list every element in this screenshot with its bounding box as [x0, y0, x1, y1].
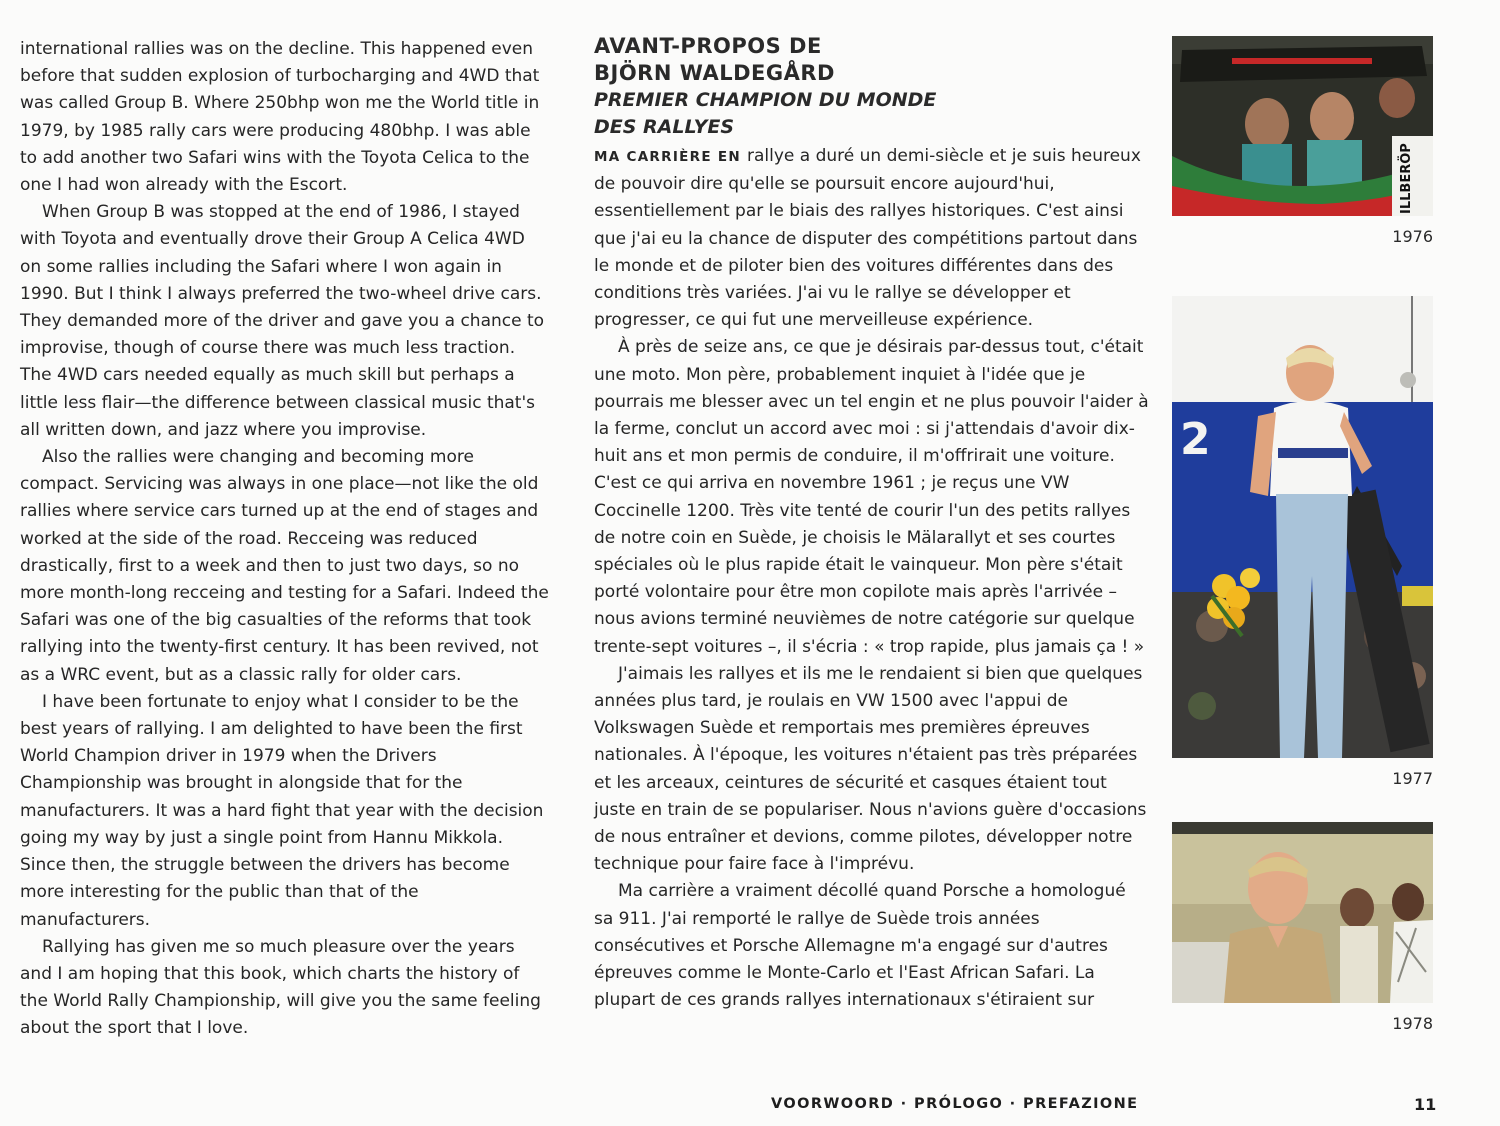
subheading-line-2: DES RALLYES [594, 116, 735, 138]
running-footer: VOORWOORD · PRÓLOGO · PREFAZIONE [771, 1096, 1139, 1112]
photo-caption-1978: 1978 [1392, 1014, 1433, 1033]
paragraph: À près de seize ans, ce que je désirais par-dessus tout, c'était une moto. Mon père, probablement inquiet à l'idée que je pourrais me blesser avec un tel engin et ne plus pouvoir l'aider à la ferme, conclut un accord avec moi : si j'attendais d'avoir dix-huit ans et mon permis de conduire, il m'offrirait une voiture. C'est ce qui arriva en novembre 1961 ; je reçus une VW Coccinelle 1200. Très vite tenté de courir l'un des petits rallyes de notre coin en Suède, je choisis le Mälarallyt et ses courtes spéciales où le plus rapide était le vainqueur. Mon père s'était porté volontaire pour être mon copilote mais après l'arrivée – nous avions terminé neuvièmes de notre catégorie sur quelque trente-sept voitures –, il s'écria : « trop rapide, plus jamais ça ! » [594, 337, 1149, 657]
paragraph: I have been fortunate to enjoy what I consider to be the best years of rallying. I am delighted to have been the first World Champion driver in 1979 when the Drivers Championship was brought in alongside that for the manufacturers. It was a hard fight that year with the decision going my way by just a single point from Hannu Mikkola. Since then, the struggle between the drivers has become more interesting for the public than that of the manufacturers. [20, 691, 544, 930]
heading-line-1: AVANT-PROPOS DE [594, 34, 822, 58]
lead-text: rallye a duré un demi-siècle et je suis heureux de pouvoir dire qu'elle se poursuit encore aujourd'hui, essentiellement par le biais des rallyes historiques. C'est ainsi que j'ai eu la chance de disputer des compétitions partout dans le monde et de piloter bien des voitures différentes dans des conditions très variées. J'ai vu le rallye se développer et progresser, ce qui fut une merveilleuse expérience. [594, 146, 1141, 331]
paragraph: international rallies was on the decline. This happened even before that sudden explosion of turbocharging and 4WD that was called Group B. Where 250bhp won me the World title in 1979, by 1985 rally cars were producing 480bhp. I was able to add another two Safari wins with the Toyota Celica to the one I had won already with the Escort. [20, 39, 540, 196]
car-sticker-text: ILLBERÖP [1399, 143, 1414, 214]
section-heading [594, 33, 1149, 87]
paragraph: Ma carrière a vraiment décollé quand Porsche a homologué sa 911. J'ai remporté le rallye de Suède trois années consécutives et Porsche Allemagne m'a engagé sur d'autres épreuves comme le Monte-Carlo et l'East African Safari. La plupart de ces grands rallyes internationaux s'étiraient sur [594, 881, 1126, 1011]
photo-1978-driver-portrait [1172, 822, 1433, 1003]
paragraph: Also the rallies were changing and becoming more compact. Servicing was always in one place—not like the old rallies where service cars turned up at the end of stages and worked at the side of the road. Recceing was reduced drastically, first to a week and then to just two days, so no more month-long recceing and testing for a Safari. Indeed the Safari was one of the big casualties of the reforms that took rallying into the twenty-first century. It has been revived, not as a WRC event, but as a classic rally for older cars. [20, 447, 549, 685]
heading-line-2: BJÖRN WALDEGÅRD [594, 61, 835, 85]
photo-caption-1977: 1977 [1392, 769, 1433, 788]
lead-paragraph [594, 143, 1149, 334]
svg-text:2: 2 [1180, 414, 1211, 465]
photo-1976-rally-car-cockpit [1172, 36, 1433, 216]
photo-1977-driver-with-flowers [1172, 296, 1433, 758]
paragraph: J'aimais les rallyes et ils me le rendaient si bien que quelques années plus tard, je roulais en VW 1500 avec l'appui de Volkswagen Suède et remportais mes premières épreuves nationales. À l'époque, les voitures n'étaient pas très préparées et les arceaux, ceintures de sécurité et casques étaient tout juste en train de se populariser. Nous n'avions guère d'occasions de nous entraîner et devions, comme pilotes, développer notre technique pour faire face à l'imprévu. [594, 663, 1147, 875]
section-subheading [594, 87, 1149, 141]
english-foreword-column [20, 36, 550, 1043]
paragraph: Rallying has given me so much pleasure over the years and I am hoping that this book, which charts the history of the World Rally Championship, will give you the same feeling about the sport that I love. [20, 936, 541, 1039]
paragraph: When Group B was stopped at the end of 1986, I stayed with Toyota and eventually drove their Group A Celica 4WD on some rallies including the Safari where I won again in 1990. But I think I always preferred the two-wheel drive cars. They demanded more of the driver and gave you a chance to improvise, though of course there was much less traction. The 4WD cars needed equally as much skill but perhaps a little less flair—the difference between classical music that's all written down, and jazz where you improvise. [20, 202, 545, 440]
subheading-line-1: PREMIER CHAMPION DU MONDE [594, 89, 937, 111]
french-foreword-column [594, 33, 1149, 1015]
page-number: 11 [1414, 1095, 1437, 1114]
french-body [594, 143, 1149, 1015]
lead-smallcaps: MA CARRIÈRE EN [594, 149, 742, 165]
photo-caption-1976: 1976 [1392, 227, 1433, 246]
